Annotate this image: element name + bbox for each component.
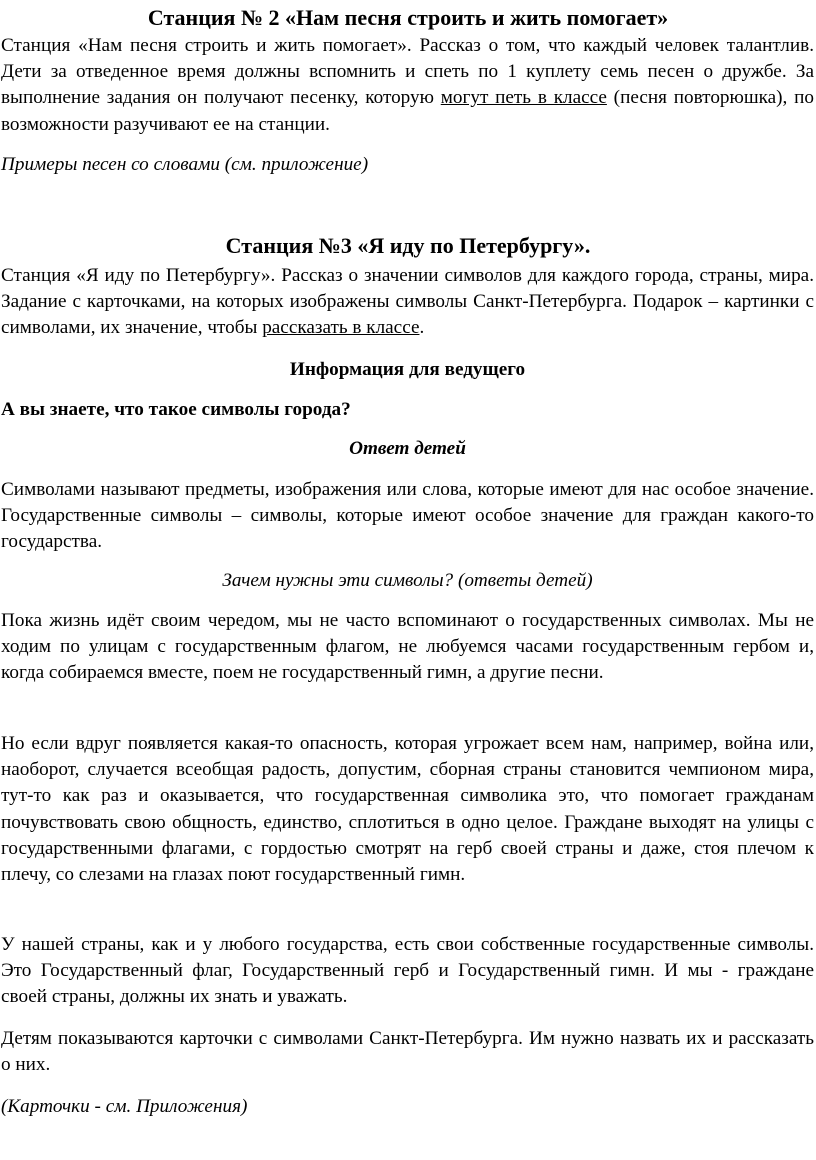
station2-title: Станция № 2 «Нам песня строить и жить помогает» (147, 5, 669, 30)
station2-examples-note: Примеры песен со словами (см. приложение) (1, 154, 369, 175)
station2-text-start: Станция «Нам песня строить и жить помогает». Рассказ о том, что каждый человек талантлив. Дети за отведенное время должны вспомнить и спеть по 1 куплету семь песен о дружбе. За выполнение задания он получают песенку, которую (1, 35, 814, 109)
host-info-heading: Информация для ведущего (289, 359, 526, 380)
symbols-definition: Символами называют предметы, изображения или слова, которые имеют для нас особое значение. Государственные символы – символы, которые имеют особое значение для граждан какого-то государства. (1, 479, 814, 553)
paragraph-cards-task: Детям показываются карточки с символами Санкт-Петербурга. Им нужно назвать их и рассказать о них. (1, 1028, 814, 1076)
paragraph-everyday-life: Пока жизнь идёт своим чередом, мы не часто вспоминают о государственных символах. Мы не ходим по улицам с государственным флагом, не любуемся часами государственным гербом и, когда собираемся вместе, поем не государственный гимн, а другие песни. (1, 610, 814, 684)
host-question: А вы знаете, что такое символы города? (1, 399, 351, 420)
children-answer-note: Ответ детей (349, 438, 466, 459)
why-symbols-question: Зачем нужны эти символы? (ответы детей) (222, 570, 593, 591)
paragraph-danger-or-joy: Но если вдруг появляется какая-то опасность, которая угрожает всем нам, например, война или, наоборот, случается всеобщая радость, допустим, сборная страны становится чемпионом мира, тут-то как раз и оказывается, что государственная символика это, что помогает гражданам почувствовать свою общность, единство, сплотиться в одно целое. Граждане выходят на улицы с государственными флагами, с гордостью смотрят на герб своей страны и даже, стоя плечом к плечу, со слезами на глазах поют государственный гимн. (1, 733, 814, 886)
station3-text-start: Станция «Я иду по Петербургу». Рассказ о значении символов для каждого города, страны, мира. Задание с карточками, на которых изображены символы Санкт-Петербурга. Подарок – картинки с символами, их значение, чтобы (1, 265, 814, 339)
paragraph-state-symbols: У нашей страны, как и у любого государства, есть свои собственные государственные символы. Это Государственный флаг, Государственный герб и Государственный гимн. И мы - граждане своей страны, должны их знать и уважать. (1, 934, 814, 1008)
station3-title: Станция №3 «Я иду по Петербургу». (225, 233, 591, 258)
station2-description (1, 33, 814, 138)
station2-underlined-phrase: могут петь в классе (440, 87, 607, 109)
station3-description (1, 263, 814, 342)
station3-underlined-phrase: рассказать в классе (262, 317, 420, 339)
station3-text-end: . (419, 317, 425, 339)
station2-text-end: (песня повторюшка), по возможности разучивают ее на станции. (1, 87, 815, 135)
cards-appendix-note: (Карточки - см. Приложения) (1, 1096, 248, 1117)
